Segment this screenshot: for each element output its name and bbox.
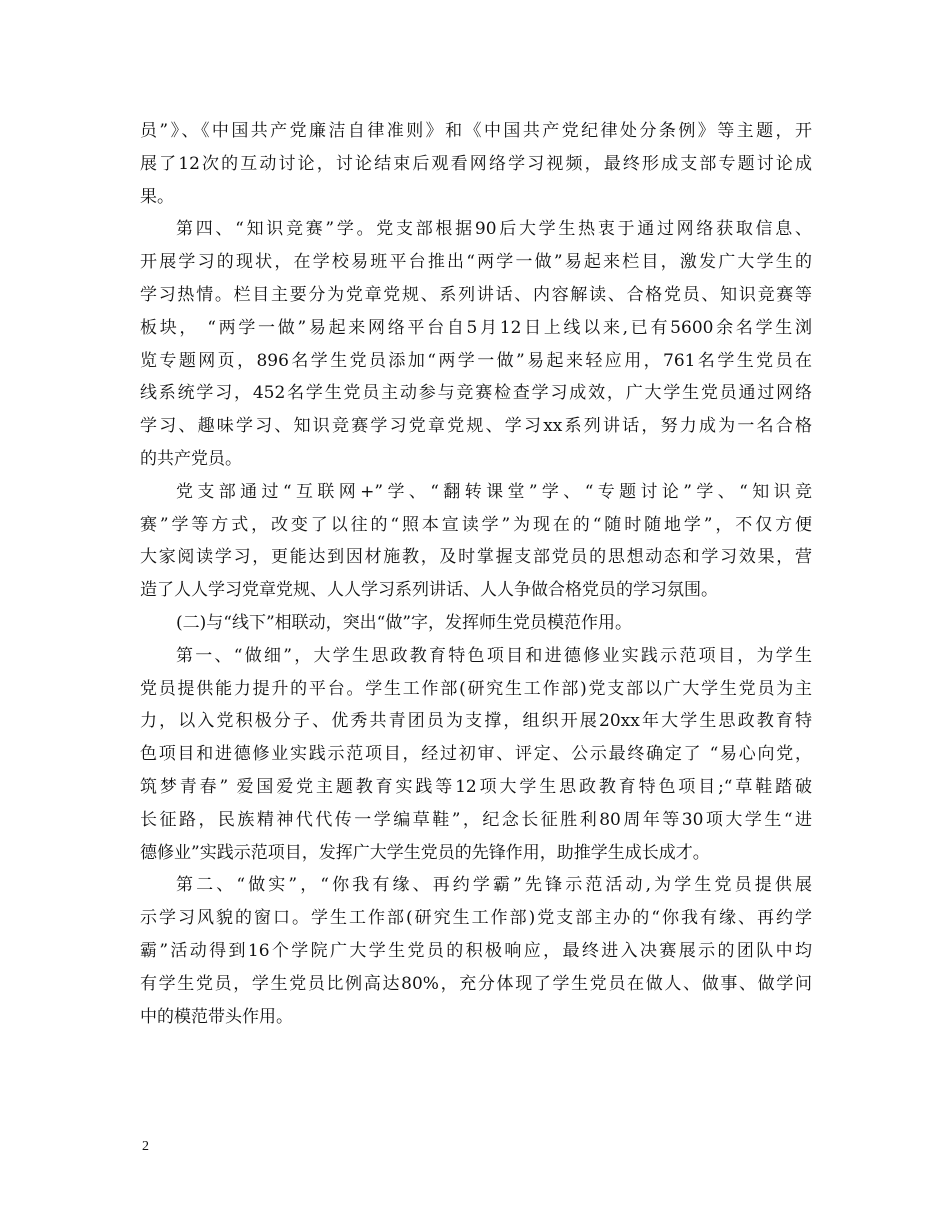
text-line: 第二、“做实”，“你我有缘、再约学霸”先锋示范活动,为学生党员提供展 (176, 875, 812, 896)
text-line: 有学生党员，学生党员比例高达80%，充分体现了学生党员在做人、做事、做学问 (140, 973, 812, 994)
text-line: 示学习风貌的窗口。学生工作部(研究生工作部)党支部主办的“你我有缘、再约学 (140, 908, 812, 929)
text-line: 开展学习的现状，在学校易班平台推出“两学一做”易起来栏目，激发广大学生的 (140, 252, 812, 273)
page-number: 2 (142, 1139, 149, 1154)
text-line: 学习、趣味学习、知识竞赛学习党章党规、学习xx系列讲话，努力成为一名合格 (140, 416, 812, 437)
text-line: (二)与“线下”相联动，突出“做”字，发挥师生党员模范作用。 (176, 612, 633, 633)
text-line: 中的模范带头作用。 (140, 1006, 293, 1027)
text-line: 的共产党员。 (140, 448, 242, 469)
text-line: 霸”活动得到16个学院广大学生党员的积极响应，最终进入决赛展示的团队中均 (140, 940, 812, 961)
text-line: 党员提供能力提升的平台。学生工作部(研究生工作部)党支部以广大学生党员为主 (140, 678, 812, 699)
text-line: 长征路，民族精神代代传一学编草鞋”，纪念长征胜利80周年等30项大学生“进 (140, 809, 812, 830)
text-line: 第一、“做细”，大学生思政教育特色项目和进德修业实践示范项目，为学生 (176, 645, 812, 666)
text-line: 大家阅读学习，更能达到因材施教，及时掌握支部党员的思想动态和学习效果，营 (140, 547, 812, 568)
body-text (140, 115, 812, 1033)
text-line: 筑梦青春” 爱国爱党主题教育实践等12项大学生思政教育特色项目;“草鞋踏破 (140, 776, 812, 797)
text-line: 果。 (140, 186, 174, 207)
text-line: 色项目和进德修业实践示范项目，经过初审、评定、公示最终确定了 “易心向党， (140, 744, 812, 765)
text-line: 赛”学等方式，改变了以往的“照本宣读学”为现在的“随时随地学”，不仅方便 (140, 514, 813, 535)
text-line: 板块， “两学一做”易起来网络平台自5月12日上线以来,已有5600余名学生浏 (140, 317, 812, 338)
text-line: 党支部通过“互联网+”学、“翻转课堂”学、“专题讨论”学、“知识竞 (176, 481, 812, 502)
text-line: 览专题网页，896名学生党员添加“两学一做”易起来轻应用，761名学生党员在 (140, 350, 812, 371)
text-line: 展了12次的互动讨论，讨论结束后观看网络学习视频，最终形成支部专题讨论成 (140, 153, 812, 174)
text-line: 线系统学习，452名学生党员主动参与竞赛检查学习成效，广大学生党员通过网络 (140, 383, 812, 404)
text-line: 学习热情。栏目主要分为党章党规、系列讲话、内容解读、合格党员、知识竞赛等 (140, 284, 812, 305)
text-line: 造了人人学习党章党规、人人学习系列讲话、人人争做合格党员的学习氛围。 (140, 580, 718, 601)
text-line: 德修业”实践示范项目，发挥广大学生党员的先锋作用，助推学生成长成才。 (140, 842, 710, 863)
text-line: 力，以入党积极分子、优秀共青团员为支撑，组织开展20xx年大学生思政教育特 (140, 711, 812, 732)
text-line: 员”》、《中国共产党廉洁自律准则》和《中国共产党纪律处分条例》等主题，开 (140, 121, 812, 141)
text-line: 第四、“知识竞赛”学。党支部根据90后大学生热衷于通过网络获取信息、 (176, 219, 812, 240)
